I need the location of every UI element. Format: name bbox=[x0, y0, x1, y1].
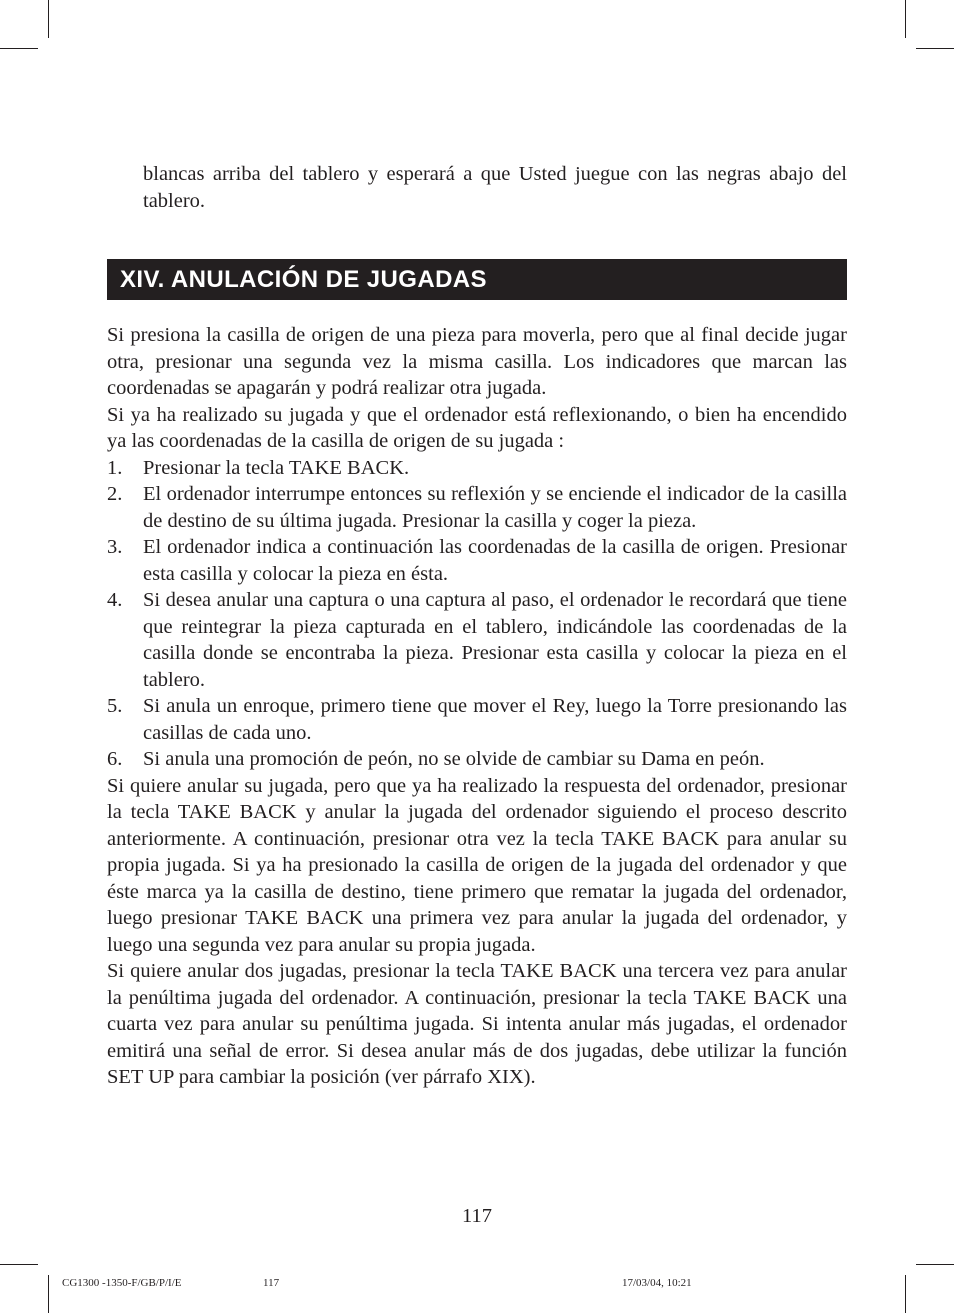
paragraph: Si quiere anular su jugada, pero que ya ha realizado la respuesta del ordenador, presionar la tecla TAKE BACK y anular la jugada del ordenador siguiendo el proceso descrito anteriormente. A continuación, presionar otra vez la tecla TAKE BACK para anular su propia jugada. Si ya ha presionado la casilla de origen de la jugada del ordenador y que éste marca ya la casilla de destino, tiene primero que rematar la jugada del ordenador, luego presionar TAKE BACK una primera vez para anular la jugada del ordenador, y luego una segunda vez para anular su propia jugada. bbox=[107, 774, 847, 956]
list-item-text: Si anula una promoción de peón, no se olvide de cambiar su Dama en peón. bbox=[143, 748, 765, 770]
list-item-number: 5. bbox=[107, 695, 123, 717]
footer-timestamp: 17/03/04, 10:21 bbox=[622, 1277, 692, 1289]
crop-mark-bottom-left-vertical bbox=[48, 1275, 49, 1313]
list-item-text: Si desea anular una captura o una captura al paso, el ordenador le recordará que tiene que reintegrar la pieza capturada en el tablero, indicándole las coordenadas de la casilla donde se encontraba la pieza. Presionar esta casilla y colocar la pieza en el tablero. bbox=[143, 589, 847, 691]
list-item bbox=[107, 693, 847, 746]
list-item-number: 2. bbox=[107, 483, 123, 505]
list-item bbox=[107, 481, 847, 534]
list-item bbox=[107, 746, 847, 773]
paragraph: Si presiona la casilla de origen de una pieza para moverla, pero que al final decide jugar otra, presionar una segunda vez la misma casilla. Los indicadores que marcan las coordenadas se apagarán y podrá realizar otra jugada. bbox=[107, 324, 847, 399]
intro-paragraph: blancas arriba del tablero y esperará a que Usted juegue con las negras abajo del tablero. bbox=[143, 163, 847, 212]
list-item-text: Presionar la tecla TAKE BACK. bbox=[143, 456, 410, 479]
crop-mark-top-right-horizontal bbox=[916, 48, 954, 49]
section-heading-bar bbox=[107, 259, 847, 300]
list-item-number: 6. bbox=[107, 748, 123, 770]
list-item-text: Si anula un enroque, primero tiene que mover el Rey, luego la Torre presionando las casillas de cada uno. bbox=[143, 695, 847, 744]
list-item bbox=[107, 455, 847, 482]
paragraph: Si quiere anular dos jugadas, presionar la tecla TAKE BACK una tercera vez para anular la penúltima jugada del ordenador. A continuación, presionar la tecla TAKE BACK una cuarta vez para anular su penúltima jugada. Si intenta anular más jugadas, el ordenador emitirá una señal de error. Si desea anular más de dos jugadas, debe utilizar la función SET UP para cambiar la posición (ver párrafo XIX). bbox=[107, 960, 847, 1088]
crop-mark-bottom-left-horizontal bbox=[0, 1264, 38, 1265]
page-number: 117 bbox=[462, 1205, 492, 1227]
crop-mark-top-right-vertical bbox=[905, 0, 906, 38]
list-item bbox=[107, 534, 847, 587]
list-item-number: 4. bbox=[107, 589, 123, 611]
crop-mark-top-left-vertical bbox=[48, 0, 49, 38]
list-item-text: El ordenador interrumpe entonces su reflexión y se enciende el indicador de la casilla de destino de su última jugada. Presionar la casilla y coger la pieza. bbox=[143, 483, 847, 532]
crop-mark-top-left-horizontal bbox=[0, 48, 38, 49]
section-body bbox=[107, 322, 847, 1091]
list-item-text: El ordenador indica a continuación las coordenadas de la casilla de origen. Presionar esta casilla y colocar la pieza en ésta. bbox=[143, 536, 847, 585]
list-item bbox=[107, 587, 847, 693]
footer-page: 117 bbox=[263, 1277, 280, 1289]
footer-doc-code: CG1300 -1350-F/GB/P/I/E bbox=[62, 1277, 182, 1289]
list-item-number: 1. bbox=[107, 456, 123, 479]
crop-mark-bottom-right-horizontal bbox=[916, 1264, 954, 1265]
list-item-number: 3. bbox=[107, 536, 123, 558]
paragraph: Si ya ha realizado su jugada y que el ordenador está reflexionando, o bien ha encendido ya las coordenadas de la casilla de origen de su jugada : bbox=[107, 403, 847, 452]
section-heading: XIV. ANULACIÓN DE JUGADAS bbox=[120, 266, 487, 293]
crop-mark-bottom-right-vertical bbox=[905, 1275, 906, 1313]
steps-list bbox=[107, 455, 847, 773]
